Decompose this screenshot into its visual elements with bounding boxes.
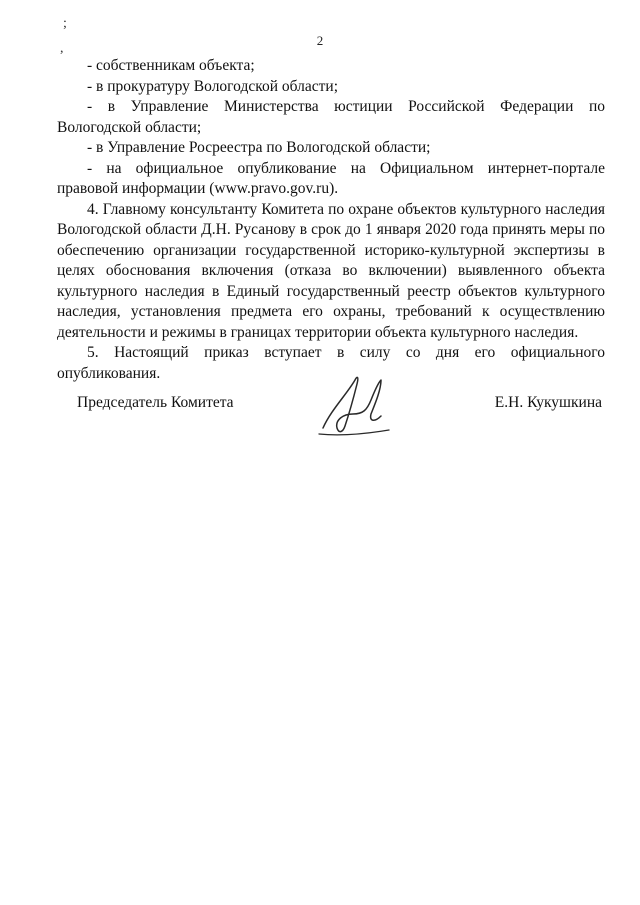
list-item: - в прокуратуру Вологодской области; (87, 77, 338, 95)
list-item: - собственникам объекта; (87, 57, 255, 74)
signatory-name: Е.Н. Кукушкина (494, 394, 602, 411)
document-body (57, 56, 605, 384)
paragraph-5: 5. Настоящий приказ вступает в силу со дня его официального опубликования. (57, 344, 605, 382)
list-item: - в Управление Росреестра по Вологодской области; (87, 139, 431, 156)
signature-block (77, 388, 602, 438)
corner-mark: ; (63, 16, 67, 31)
page-number: 2 (316, 33, 324, 48)
list-item: - на официальное опубликование на Официальном интернет-портале правовой информации (www.pravo.gov.ru). (57, 159, 605, 197)
paragraph-4: 4. Главному консультанту Комитета по охране объектов культурного наследия Вологодской области Д.Н. Русанову в срок до 1 января 2020 года принять меры по обеспечению организации государственной историко-культурной экспертизы в целях обоснования включения (отказа во включении) выявленного объекта культурного наследия в Единый государственный реестр объектов культурного наследия, установления предмета его охраны, требований к осуществлению деятельности и режимы в границах территории объекта культурного наследия. (57, 200, 605, 341)
corner-mark: , (60, 41, 64, 56)
signatory-title: Председатель Комитета (77, 394, 234, 411)
list-item: - в Управление Министерства юстиции Российской Федерации по Вологодской области; (57, 98, 605, 136)
handwritten-signature (309, 370, 399, 442)
